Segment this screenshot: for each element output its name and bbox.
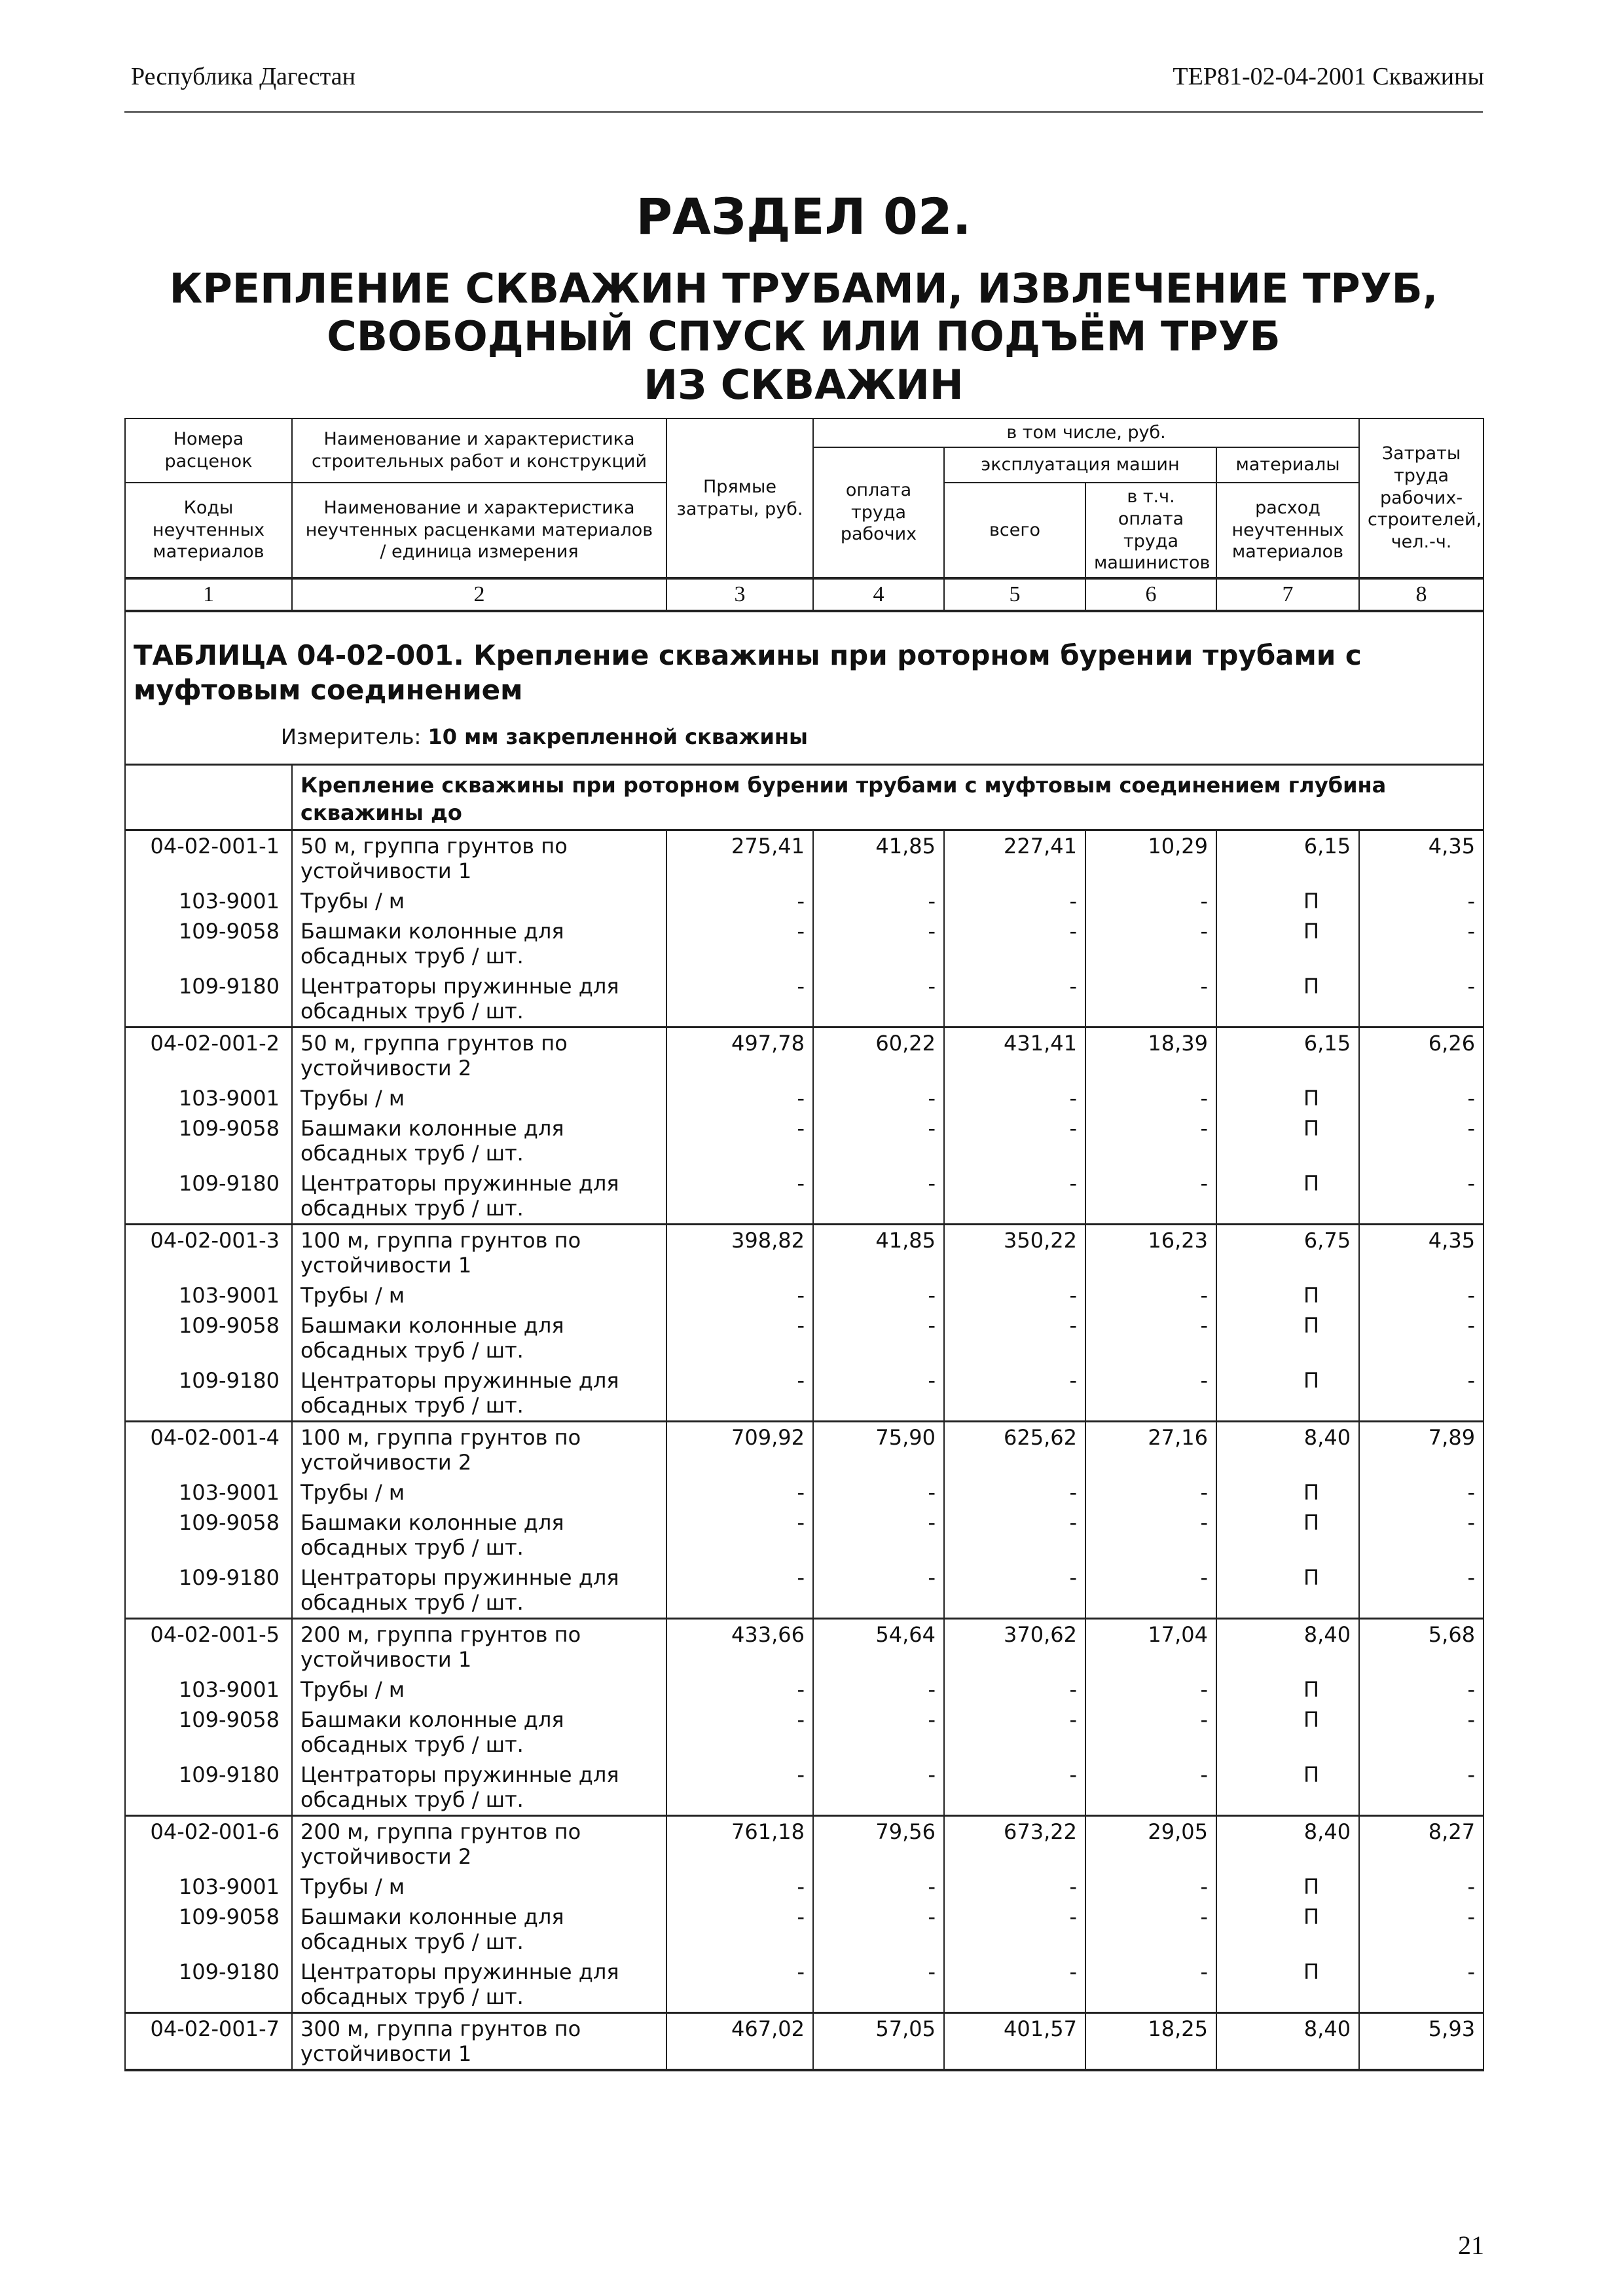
material-labor-hours: - — [1359, 1705, 1484, 1760]
material-labor-hours: - — [1359, 1168, 1484, 1225]
material-row — [125, 1477, 1484, 1508]
material-name: Трубы / м — [292, 1477, 666, 1508]
material-name: Центраторы пружинные для обсадных труб / шт. — [292, 971, 666, 1028]
rate-code: 04-02-001-6 — [125, 1816, 292, 1872]
material-worker-pay: - — [813, 1563, 944, 1619]
material-machine-total: - — [944, 1902, 1085, 1957]
material-worker-pay: - — [813, 1280, 944, 1310]
material-labor-hours: - — [1359, 1280, 1484, 1310]
rate-row — [125, 1816, 1484, 1872]
material-worker-pay: - — [813, 1760, 944, 1816]
rate-name: 200 м, группа грунтов по устойчивости 1 — [292, 1619, 666, 1675]
material-worker-pay: - — [813, 1705, 944, 1760]
direct-costs: 433,66 — [666, 1619, 813, 1675]
material-machine-total: - — [944, 1168, 1085, 1225]
direct-costs: 761,18 — [666, 1816, 813, 1872]
material-labor-hours: - — [1359, 916, 1484, 971]
material-operator-pay: - — [1085, 1365, 1216, 1422]
material-worker-pay: - — [813, 886, 944, 916]
material-code: 109-9180 — [125, 1168, 292, 1225]
worker-pay: 75,90 — [813, 1422, 944, 1478]
material-machine-total: - — [944, 1675, 1085, 1705]
material-operator-pay: - — [1085, 1310, 1216, 1365]
material-worker-pay: - — [813, 1168, 944, 1225]
machine-total: 625,62 — [944, 1422, 1085, 1478]
material-consumption: П — [1216, 916, 1359, 971]
direct-costs: 497,78 — [666, 1028, 813, 1084]
direct-costs: 709,92 — [666, 1422, 813, 1478]
rate-name: 50 м, группа грунтов по устойчивости 2 — [292, 1028, 666, 1084]
col-header-rate-numbers: Номера расценок — [125, 418, 292, 483]
material-code: 103-9001 — [125, 1872, 292, 1902]
header-rule — [124, 111, 1483, 113]
rate-row — [125, 1619, 1484, 1675]
section-title-line: СВОБОДНЫЙ СПУСК ИЛИ ПОДЪЁМ ТРУБ — [327, 312, 1281, 361]
material-row — [125, 1113, 1484, 1168]
material-consumption: П — [1216, 1508, 1359, 1563]
machine-total: 431,41 — [944, 1028, 1085, 1084]
material-code: 109-9180 — [125, 1957, 292, 2013]
material-row — [125, 1872, 1484, 1902]
material-name: Центраторы пружинные для обсадных труб / шт. — [292, 1563, 666, 1619]
material-labor-hours: - — [1359, 1113, 1484, 1168]
material-operator-pay: - — [1085, 1508, 1216, 1563]
material-machine-total: - — [944, 1113, 1085, 1168]
material-row — [125, 1365, 1484, 1422]
operator-pay: 29,05 — [1085, 1816, 1216, 1872]
worker-pay: 54,64 — [813, 1619, 944, 1675]
material-code: 109-9058 — [125, 1705, 292, 1760]
material-operator-pay: - — [1085, 1760, 1216, 1816]
material-labor-hours: - — [1359, 1563, 1484, 1619]
material-direct: - — [666, 1113, 813, 1168]
col-header-material-consumption: расход неучтенных материалов — [1216, 483, 1359, 578]
material-direct: - — [666, 1872, 813, 1902]
materials-cost: 8,40 — [1216, 1422, 1359, 1478]
material-worker-pay: - — [813, 971, 944, 1028]
operator-pay: 10,29 — [1085, 830, 1216, 887]
material-consumption: П — [1216, 1280, 1359, 1310]
col-header-material-name: Наименование и характеристика неучтенных расценками материалов / единица измерения — [292, 483, 666, 578]
labor-hours: 8,27 — [1359, 1816, 1484, 1872]
material-direct: - — [666, 1365, 813, 1422]
material-code: 103-9001 — [125, 886, 292, 916]
material-name: Башмаки колонные для обсадных труб / шт. — [292, 1508, 666, 1563]
material-name: Трубы / м — [292, 1083, 666, 1113]
material-operator-pay: - — [1085, 916, 1216, 971]
material-direct: - — [666, 1563, 813, 1619]
material-code: 109-9180 — [125, 971, 292, 1028]
operator-pay: 18,39 — [1085, 1028, 1216, 1084]
material-name: Башмаки колонные для обсадных труб / шт. — [292, 916, 666, 971]
material-operator-pay: - — [1085, 1477, 1216, 1508]
material-machine-total: - — [944, 1477, 1085, 1508]
machine-total: 227,41 — [944, 830, 1085, 887]
material-consumption: П — [1216, 971, 1359, 1028]
material-direct: - — [666, 1902, 813, 1957]
col-header-material-codes: Коды неучтенных материалов — [125, 483, 292, 578]
material-consumption: П — [1216, 1168, 1359, 1225]
material-consumption: П — [1216, 1365, 1359, 1422]
rate-code: 04-02-001-2 — [125, 1028, 292, 1084]
material-name: Трубы / м — [292, 1280, 666, 1310]
page-number: 21 — [1458, 2231, 1484, 2260]
material-labor-hours: - — [1359, 1957, 1484, 2013]
material-direct: - — [666, 1760, 813, 1816]
material-code: 109-9058 — [125, 1902, 292, 1957]
operator-pay: 17,04 — [1085, 1619, 1216, 1675]
material-name: Центраторы пружинные для обсадных труб / шт. — [292, 1365, 666, 1422]
material-machine-total: - — [944, 1365, 1085, 1422]
material-operator-pay: - — [1085, 1280, 1216, 1310]
material-code: 109-9058 — [125, 1508, 292, 1563]
machine-total: 401,57 — [944, 2013, 1085, 2071]
material-machine-total: - — [944, 1872, 1085, 1902]
col-header-direct-costs: Прямые затраты, руб. — [666, 418, 813, 578]
rate-code: 04-02-001-7 — [125, 2013, 292, 2071]
material-code: 103-9001 — [125, 1477, 292, 1508]
material-consumption: П — [1216, 1872, 1359, 1902]
col-header-including: в том числе, руб. — [813, 418, 1359, 447]
column-number: 6 — [1085, 578, 1216, 611]
rate-name: 300 м, группа грунтов по устойчивости 1 — [292, 2013, 666, 2071]
material-machine-total: - — [944, 1083, 1085, 1113]
material-worker-pay: - — [813, 1310, 944, 1365]
material-worker-pay: - — [813, 1902, 944, 1957]
material-row — [125, 886, 1484, 916]
material-row — [125, 1280, 1484, 1310]
rates-table — [124, 418, 1484, 2071]
material-labor-hours: - — [1359, 1760, 1484, 1816]
worker-pay: 41,85 — [813, 1225, 944, 1281]
table-caption: ТАБЛИЦА 04-02-001. Крепление скважины при роторном бурении трубами с муфтовым соединением — [134, 639, 1362, 706]
material-consumption: П — [1216, 1902, 1359, 1957]
material-machine-total: - — [944, 886, 1085, 916]
table-caption-cell — [125, 611, 1484, 765]
material-worker-pay: - — [813, 1477, 944, 1508]
measure-value: 10 мм закрепленной скважины — [428, 724, 808, 749]
worker-pay: 41,85 — [813, 830, 944, 887]
materials-cost: 6,75 — [1216, 1225, 1359, 1281]
labor-hours: 5,68 — [1359, 1619, 1484, 1675]
worker-pay: 57,05 — [813, 2013, 944, 2071]
material-labor-hours: - — [1359, 971, 1484, 1028]
material-worker-pay: - — [813, 1113, 944, 1168]
labor-hours: 4,35 — [1359, 1225, 1484, 1281]
material-row — [125, 1675, 1484, 1705]
rate-name: 200 м, группа грунтов по устойчивости 2 — [292, 1816, 666, 1872]
material-direct: - — [666, 1957, 813, 2013]
section-title-block — [124, 187, 1483, 409]
material-code: 103-9001 — [125, 1280, 292, 1310]
material-machine-total: - — [944, 971, 1085, 1028]
material-consumption: П — [1216, 886, 1359, 916]
rate-code: 04-02-001-4 — [125, 1422, 292, 1478]
material-labor-hours: - — [1359, 1508, 1484, 1563]
material-operator-pay: - — [1085, 1168, 1216, 1225]
material-name: Трубы / м — [292, 886, 666, 916]
column-number: 2 — [292, 578, 666, 611]
column-number: 5 — [944, 578, 1085, 611]
material-consumption: П — [1216, 1705, 1359, 1760]
material-consumption: П — [1216, 1760, 1359, 1816]
material-row — [125, 1168, 1484, 1225]
material-labor-hours: - — [1359, 1902, 1484, 1957]
machine-total: 370,62 — [944, 1619, 1085, 1675]
labor-hours: 6,26 — [1359, 1028, 1484, 1084]
rate-code: 04-02-001-3 — [125, 1225, 292, 1281]
material-operator-pay: - — [1085, 1563, 1216, 1619]
material-labor-hours: - — [1359, 1365, 1484, 1422]
material-name: Центраторы пружинные для обсадных труб / шт. — [292, 1760, 666, 1816]
material-machine-total: - — [944, 1563, 1085, 1619]
column-numbers-row — [125, 578, 1484, 611]
machine-total: 673,22 — [944, 1816, 1085, 1872]
materials-cost: 8,40 — [1216, 2013, 1359, 2071]
col-header-machine-operation: эксплуатация машин — [944, 447, 1216, 483]
material-worker-pay: - — [813, 1365, 944, 1422]
material-direct: - — [666, 1508, 813, 1563]
material-direct: - — [666, 971, 813, 1028]
material-operator-pay: - — [1085, 1705, 1216, 1760]
running-header-right: ТЕР81-02-04-2001 Скважины — [1173, 63, 1484, 90]
column-number: 3 — [666, 578, 813, 611]
material-direct: - — [666, 1083, 813, 1113]
material-consumption: П — [1216, 1957, 1359, 2013]
material-worker-pay: - — [813, 1508, 944, 1563]
material-direct: - — [666, 886, 813, 916]
material-labor-hours: - — [1359, 1872, 1484, 1902]
material-row — [125, 1563, 1484, 1619]
rate-row — [125, 1422, 1484, 1478]
material-machine-total: - — [944, 1760, 1085, 1816]
materials-cost: 6,15 — [1216, 830, 1359, 887]
group-title: Крепление скважины при роторном бурении трубами с муфтовым соединением глубина скважины до — [292, 765, 1484, 830]
material-name: Центраторы пружинные для обсадных труб / шт. — [292, 1957, 666, 2013]
material-direct: - — [666, 916, 813, 971]
material-code: 109-9180 — [125, 1760, 292, 1816]
operator-pay: 27,16 — [1085, 1422, 1216, 1478]
material-operator-pay: - — [1085, 886, 1216, 916]
material-worker-pay: - — [813, 1675, 944, 1705]
material-consumption: П — [1216, 1563, 1359, 1619]
labor-hours: 4,35 — [1359, 830, 1484, 887]
material-worker-pay: - — [813, 1083, 944, 1113]
col-header-labor-hours: Затраты труда рабочих-строителей, чел.-ч. — [1359, 418, 1484, 578]
col-header-machine-total: всего — [944, 483, 1085, 578]
col-header-operator-pay: в т.ч. оплата труда машинистов — [1085, 483, 1216, 578]
material-labor-hours: - — [1359, 1083, 1484, 1113]
material-consumption: П — [1216, 1113, 1359, 1168]
col-header-materials: материалы — [1216, 447, 1359, 483]
material-worker-pay: - — [813, 1872, 944, 1902]
section-number: РАЗДЕЛ 02. — [636, 187, 972, 246]
operator-pay: 16,23 — [1085, 1225, 1216, 1281]
material-row — [125, 971, 1484, 1028]
material-consumption: П — [1216, 1477, 1359, 1508]
rate-name: 100 м, группа грунтов по устойчивости 2 — [292, 1422, 666, 1478]
material-code: 109-9180 — [125, 1563, 292, 1619]
material-row — [125, 1902, 1484, 1957]
material-name: Трубы / м — [292, 1675, 666, 1705]
rate-code: 04-02-001-1 — [125, 830, 292, 887]
rate-name: 100 м, группа грунтов по устойчивости 1 — [292, 1225, 666, 1281]
rate-name: 50 м, группа грунтов по устойчивости 1 — [292, 830, 666, 887]
measure-line — [281, 724, 1475, 749]
material-consumption: П — [1216, 1083, 1359, 1113]
material-row — [125, 916, 1484, 971]
material-direct: - — [666, 1477, 813, 1508]
labor-hours: 5,93 — [1359, 2013, 1484, 2071]
group-title-spacer — [125, 765, 292, 830]
direct-costs: 398,82 — [666, 1225, 813, 1281]
col-header-work-name: Наименование и характеристика строительных работ и конструкций — [292, 418, 666, 483]
worker-pay: 60,22 — [813, 1028, 944, 1084]
material-machine-total: - — [944, 1310, 1085, 1365]
rate-row — [125, 1028, 1484, 1084]
material-operator-pay: - — [1085, 1872, 1216, 1902]
material-direct: - — [666, 1675, 813, 1705]
section-title-line: ИЗ СКВАЖИН — [644, 360, 964, 409]
material-row — [125, 1957, 1484, 2013]
operator-pay: 18,25 — [1085, 2013, 1216, 2071]
material-operator-pay: - — [1085, 1083, 1216, 1113]
rate-row — [125, 830, 1484, 887]
worker-pay: 79,56 — [813, 1816, 944, 1872]
rate-code: 04-02-001-5 — [125, 1619, 292, 1675]
material-code: 109-9058 — [125, 916, 292, 971]
machine-total: 350,22 — [944, 1225, 1085, 1281]
material-row — [125, 1508, 1484, 1563]
material-name: Башмаки колонные для обсадных труб / шт. — [292, 1310, 666, 1365]
material-code: 109-9058 — [125, 1310, 292, 1365]
column-number: 7 — [1216, 578, 1359, 611]
material-row — [125, 1083, 1484, 1113]
material-name: Центраторы пружинные для обсадных труб / шт. — [292, 1168, 666, 1225]
material-direct: - — [666, 1168, 813, 1225]
material-row — [125, 1760, 1484, 1816]
material-worker-pay: - — [813, 1957, 944, 2013]
material-machine-total: - — [944, 1508, 1085, 1563]
material-row — [125, 1705, 1484, 1760]
material-labor-hours: - — [1359, 886, 1484, 916]
section-title-line: КРЕПЛЕНИЕ СКВАЖИН ТРУБАМИ, ИЗВЛЕЧЕНИЕ ТРУБ, — [169, 265, 1438, 313]
material-machine-total: - — [944, 1957, 1085, 2013]
labor-hours: 7,89 — [1359, 1422, 1484, 1478]
material-consumption: П — [1216, 1310, 1359, 1365]
column-number: 4 — [813, 578, 944, 611]
measure-label: Измеритель: — [281, 724, 422, 749]
materials-cost: 8,40 — [1216, 1619, 1359, 1675]
material-direct: - — [666, 1280, 813, 1310]
material-operator-pay: - — [1085, 1675, 1216, 1705]
material-machine-total: - — [944, 916, 1085, 971]
material-row — [125, 1310, 1484, 1365]
material-operator-pay: - — [1085, 1957, 1216, 2013]
material-operator-pay: - — [1085, 971, 1216, 1028]
material-code: 103-9001 — [125, 1675, 292, 1705]
material-name: Трубы / м — [292, 1872, 666, 1902]
column-number: 8 — [1359, 578, 1484, 611]
materials-cost: 6,15 — [1216, 1028, 1359, 1084]
material-labor-hours: - — [1359, 1477, 1484, 1508]
material-name: Башмаки колонные для обсадных труб / шт. — [292, 1705, 666, 1760]
direct-costs: 275,41 — [666, 830, 813, 887]
material-operator-pay: - — [1085, 1113, 1216, 1168]
rate-row — [125, 2013, 1484, 2071]
material-labor-hours: - — [1359, 1675, 1484, 1705]
material-direct: - — [666, 1705, 813, 1760]
material-code: 109-9058 — [125, 1113, 292, 1168]
material-machine-total: - — [944, 1705, 1085, 1760]
rate-row — [125, 1225, 1484, 1281]
column-number: 1 — [125, 578, 292, 611]
material-worker-pay: - — [813, 916, 944, 971]
material-code: 109-9180 — [125, 1365, 292, 1422]
direct-costs: 467,02 — [666, 2013, 813, 2071]
material-direct: - — [666, 1310, 813, 1365]
material-name: Башмаки колонные для обсадных труб / шт. — [292, 1113, 666, 1168]
materials-cost: 8,40 — [1216, 1816, 1359, 1872]
material-name: Башмаки колонные для обсадных труб / шт. — [292, 1902, 666, 1957]
material-machine-total: - — [944, 1280, 1085, 1310]
material-labor-hours: - — [1359, 1310, 1484, 1365]
col-header-worker-pay: оплата труда рабочих — [813, 447, 944, 578]
material-consumption: П — [1216, 1675, 1359, 1705]
running-header-left: Республика Дагестан — [131, 63, 355, 90]
material-operator-pay: - — [1085, 1902, 1216, 1957]
material-code: 103-9001 — [125, 1083, 292, 1113]
